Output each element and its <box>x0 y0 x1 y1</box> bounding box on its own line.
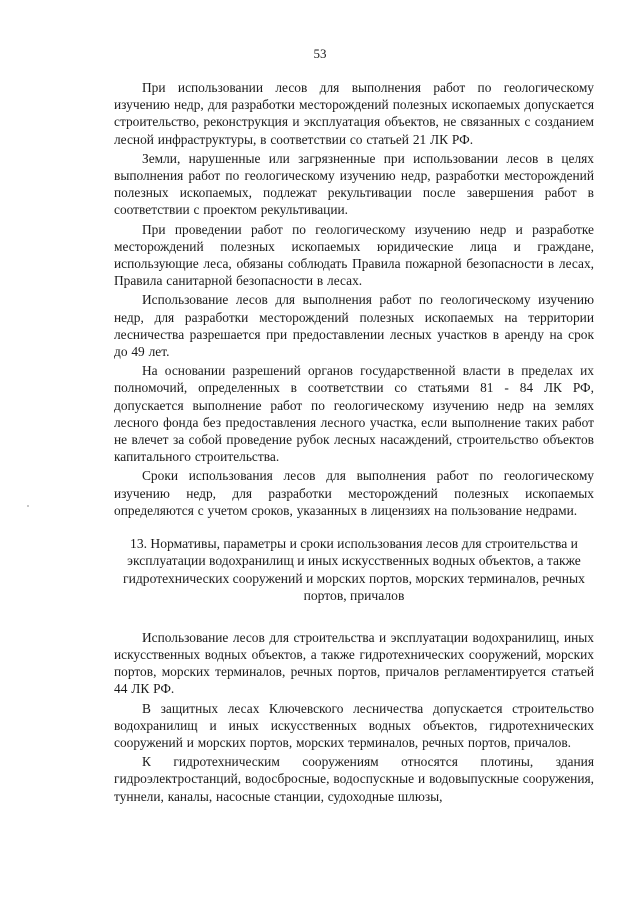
document-body <box>114 79 594 807</box>
paragraph: Использование лесов для выполнения работ по геологическому изучению недр, для разработки месторождений полезных ископаемых на территории лесничества разрешается при предоставлении лесных участков в аренду на срок до 49 лет. <box>114 292 594 360</box>
section-heading: 13. Нормативы, параметры и сроки использования лесов для строительства и эксплуатации водохранилищ и иных искусственных водных объектов, а также гидротехнических сооружений и морских портов, морских терминалов, речных портов, причалов <box>123 536 585 604</box>
paragraph: Использование лесов для строительства и эксплуатации водохранилищ, иных искусственных водных объектов, а также гидротехнических сооружений, морских портов, морских терминалов, речных портов, причалов регламентируется статьей 44 ЛК РФ. <box>114 629 594 697</box>
paragraph: Сроки использования лесов для выполнения работ по геологическому изучению недр, для разработки месторождений полезных ископаемых определяются с учетом сроков, указанных в лицензиях на пользование недрами. <box>114 468 594 518</box>
paragraph: При проведении работ по геологическому изучению недр и разработке месторождений полезных ископаемых юридические лица и граждане, использующие леса, обязаны соблюдать Правила пожарной безопасности в лесах, Правила санитарной безопасности в лесах. <box>114 221 594 289</box>
paragraph: Земли, нарушенные или загрязненные при использовании лесов в целях выполнения работ по геологическому изучению недр, разработки месторождений полезных ископаемых, подлежат рекультивации после завершения работ в соответствии с проектом рекультивации. <box>114 150 594 218</box>
paragraph: На основании разрешений органов государственной власти в пределах их полномочий, определенных в соответствии со статьями 81 - 84 ЛК РФ, допускается выполнение работ по геологическому изучению недр на землях лесного фонда без предоставления лесного участка, если выполнение таких работ не влечет за собой проведение рубок лесных насаждений, строительство объектов капитального строительства. <box>114 363 594 465</box>
paragraph: В защитных лесах Ключевского лесничества допускается строительство водохранилищ и иных искусственных водных объектов, гидротехнических сооружений и морских портов, морских терминалов, речных портов, причалов. <box>114 700 594 750</box>
paragraph: К гидротехническим сооружениям относятся плотины, здания гидроэлектростанций, водосбросные, водоспускные и водовыпускные сооружения, туннели, каналы, насосные станции, судоходные шлюзы, <box>114 754 594 804</box>
scan-speck <box>27 505 29 507</box>
paragraph: При использовании лесов для выполнения работ по геологическому изучению недр, для разработки месторождений полезных ископаемых допускается строительство, реконструкция и эксплуатация объектов, не связанных с созданием лесной инфраструктуры, в соответствии со статьей 21 ЛК РФ. <box>114 80 594 147</box>
page-number: 53 <box>313 46 327 61</box>
